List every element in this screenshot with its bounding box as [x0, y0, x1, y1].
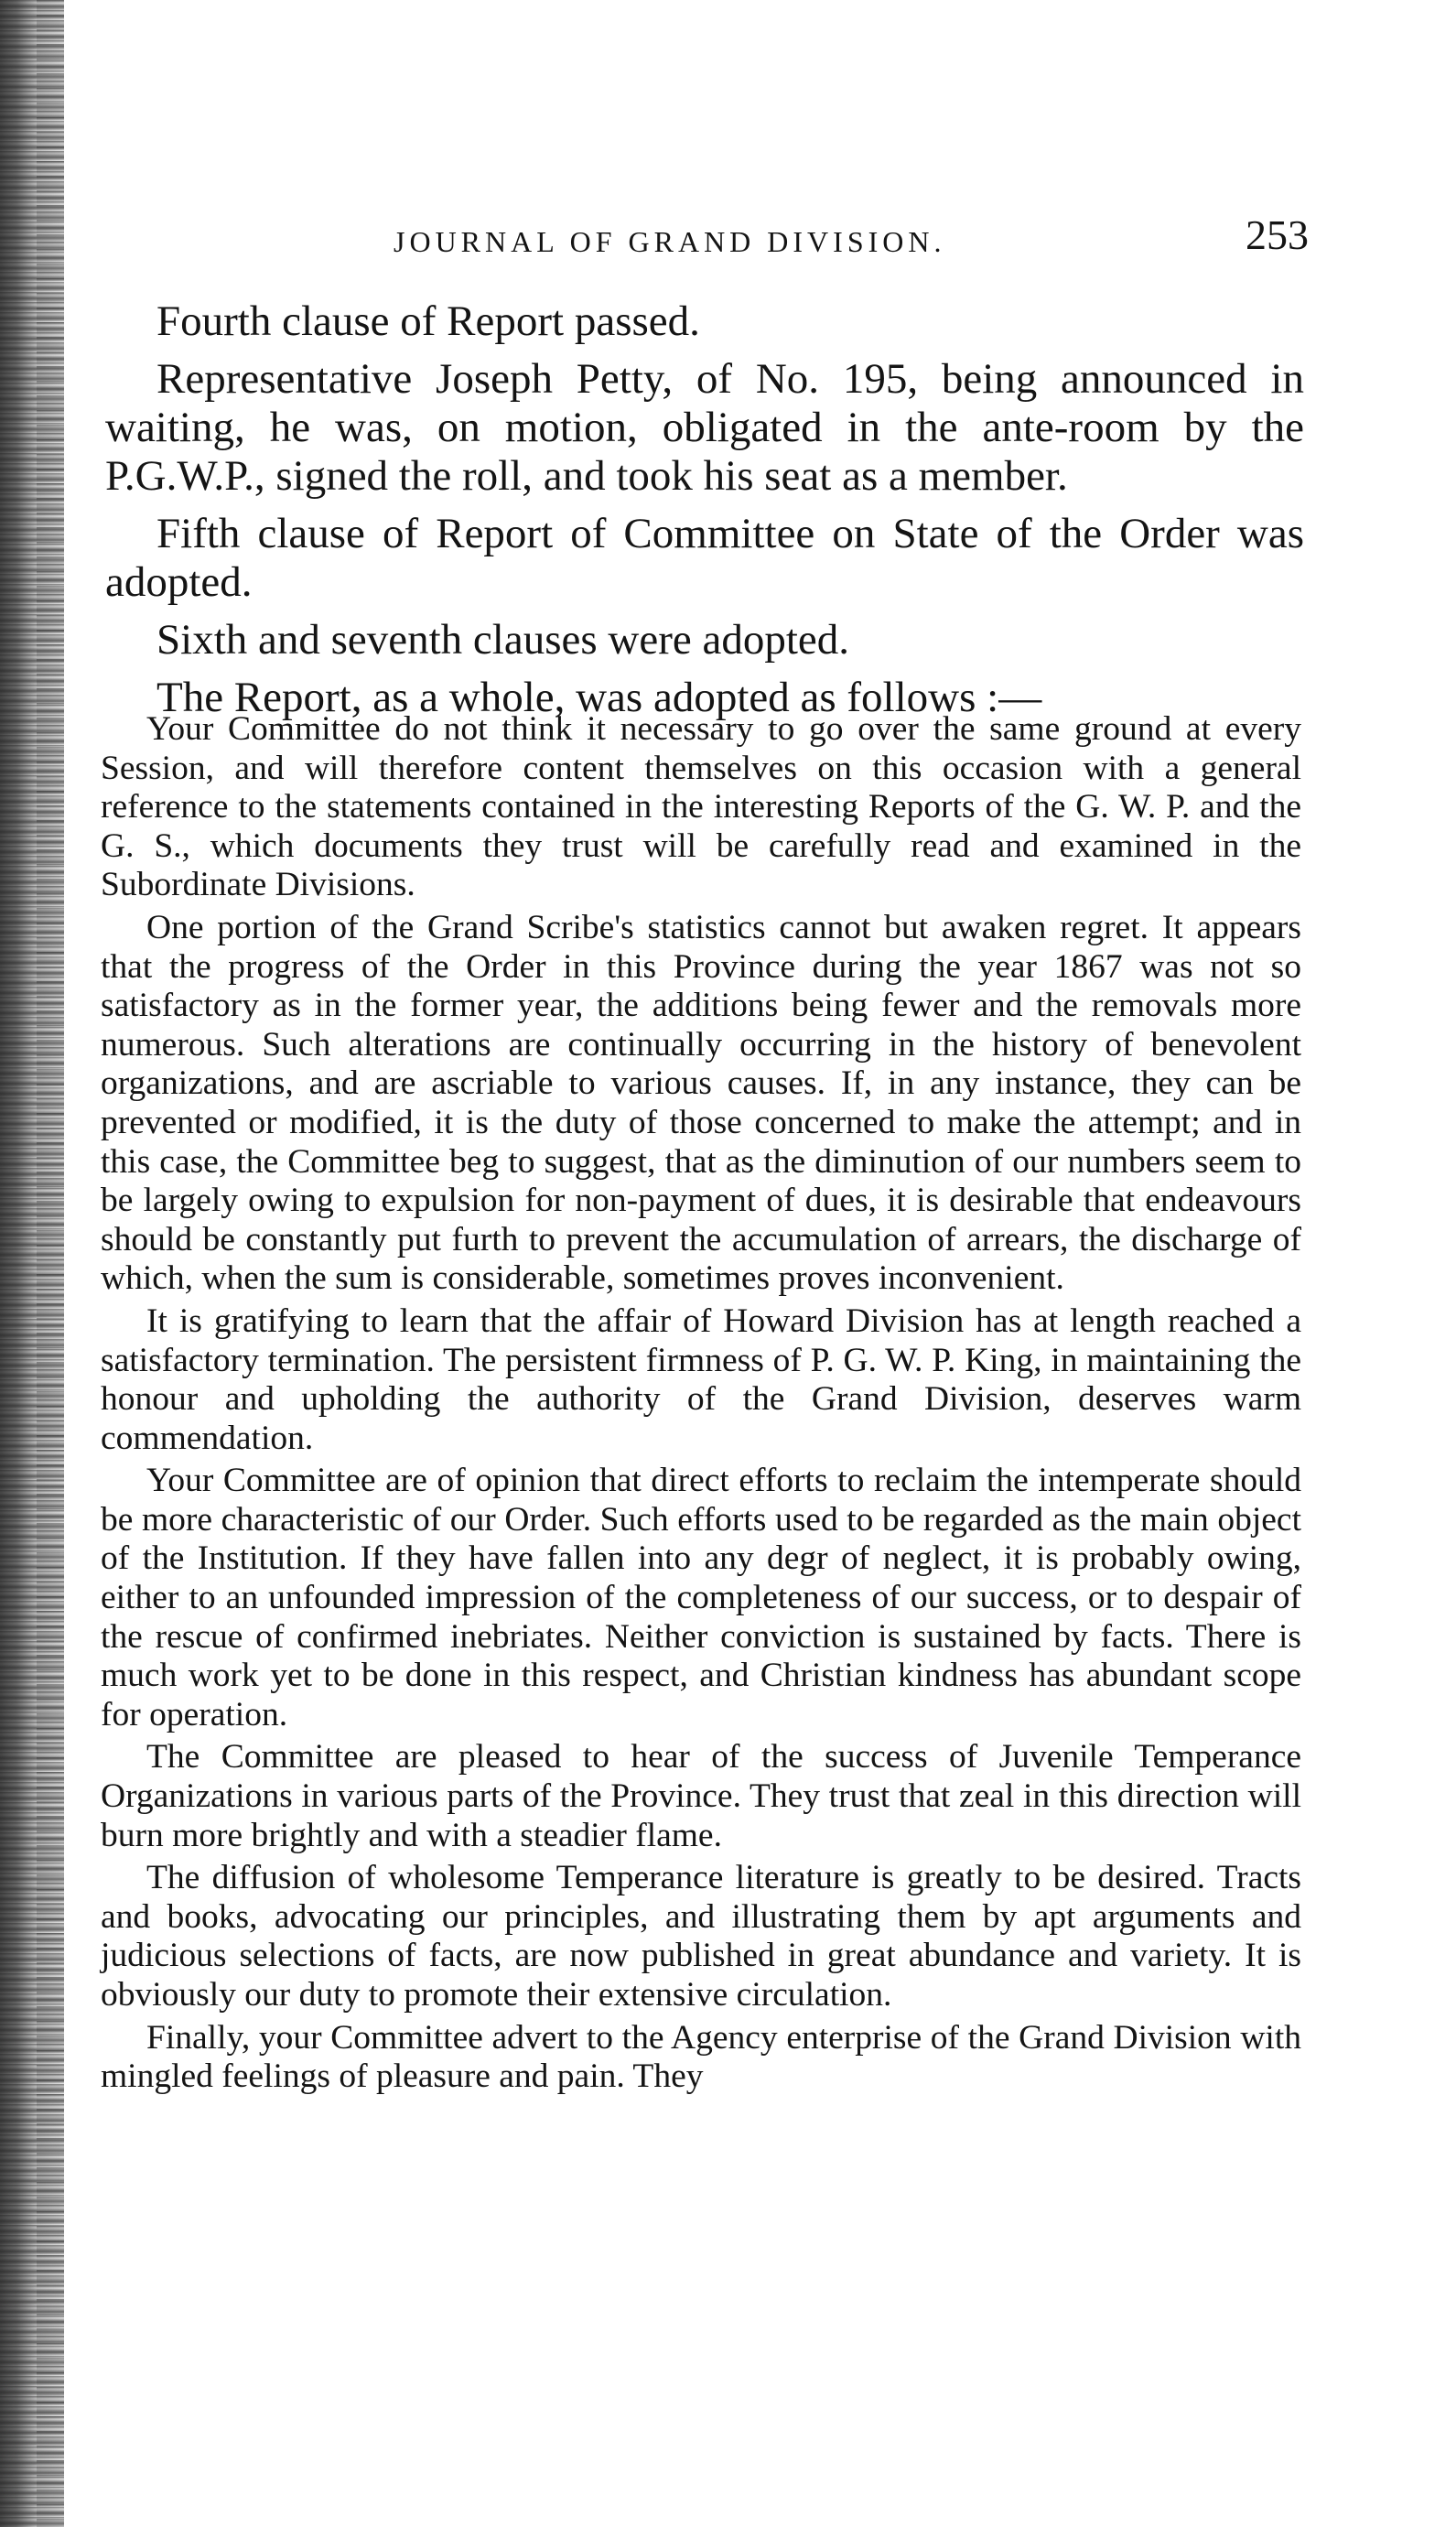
- report-paragraph: Your Committee are of opinion that direct efforts to reclaim the intemperate should be more characteristic of our Order. Such efforts used to be regarded as the main object of the Institution. If they have fallen into any degr of neglect, it is probably owing, either to an unfounded impression of the completeness of our success, or to despair of the rescue of confirmed inebriates. Neither conviction is sustained by facts. There is much work yet to be done in this respect, and Christian kindness has abundant scope for operation.: [101, 1462, 1301, 1733]
- minutes-paragraph: Fifth clause of Report of Committee on State of the Order was adopted.: [105, 510, 1304, 606]
- minutes-paragraph: Representative Joseph Petty, of No. 195, being announced in waiting, he was, on motion, obligated in the ante-room by the P.G.W.P., signed the roll, and took his seat as a member.: [105, 355, 1304, 500]
- report-paragraph: Finally, your Committee advert to the Agency enterprise of the Grand Division with mingled feelings of pleasure and pain. They: [101, 2018, 1301, 2096]
- minutes-paragraph: Fourth clause of Report passed.: [156, 297, 700, 345]
- committee-report: [101, 710, 1301, 2100]
- report-paragraph: Your Committee do not think it necessary to go over the same ground at every Session, and will therefore content themselves on this occasion with a general reference to the statements contained in the interesting Reports of the G. W. P. and the G. S., which documents they trust will be carefully read and examined in the Subordinate Divisions.: [101, 710, 1301, 904]
- binding-shadow: [37, 0, 64, 2527]
- report-paragraph: The Committee are pleased to hear of the success of Juvenile Temperance Organizations in various parts of the Province. They trust that zeal in this direction will burn more brightly and with a steadier flame.: [101, 1738, 1301, 1854]
- running-title: JOURNAL OF GRAND DIVISION.: [394, 225, 946, 258]
- minutes-paragraph: The Report, as a whole, was adopted as follows :—: [156, 674, 1042, 721]
- report-paragraph: One portion of the Grand Scribe's statistics cannot but awaken regret. It appears that the progress of the Order in this Province during the year 1867 was not so satisfactory as in the former year, the additions being fewer and the removals more numerous. Such alterations are continually occurring in the history of benevolent organizations, and are ascriable to various causes. If, in any instance, they can be prevented or modified, it is the duty of those concerned to make the attempt; and in this case, the Committee beg to suggest, that as the diminution of our numbers seem to be largely owing to expulsion for non-payment of dues, it is desirable that endeavours should be constantly put furth to prevent the accumulation of arrears, the discharge of which, when the sum is considerable, sometimes proves inconvenient.: [101, 908, 1301, 1298]
- minutes-section: [105, 297, 1304, 731]
- report-paragraph: The diffusion of wholesome Temperance literature is greatly to be desired. Tracts and books, advocating our principles, and illustrating them by apt arguments and judicious selections of facts, are now published in great abundance and variety. It is obviously our duty to promote their extensive circulation.: [101, 1859, 1301, 2014]
- report-paragraph: It is gratifying to learn that the affair of Howard Division has at length reached a satisfactory termination. The persistent firmness of P. G. W. P. King, in maintaining the honour and upholding the authority of the Grand Division, deserves warm commendation.: [101, 1301, 1301, 1457]
- page-number: 253: [1246, 211, 1309, 258]
- page-header: [101, 211, 1309, 275]
- minutes-paragraph: Sixth and seventh clauses were adopted.: [156, 616, 850, 664]
